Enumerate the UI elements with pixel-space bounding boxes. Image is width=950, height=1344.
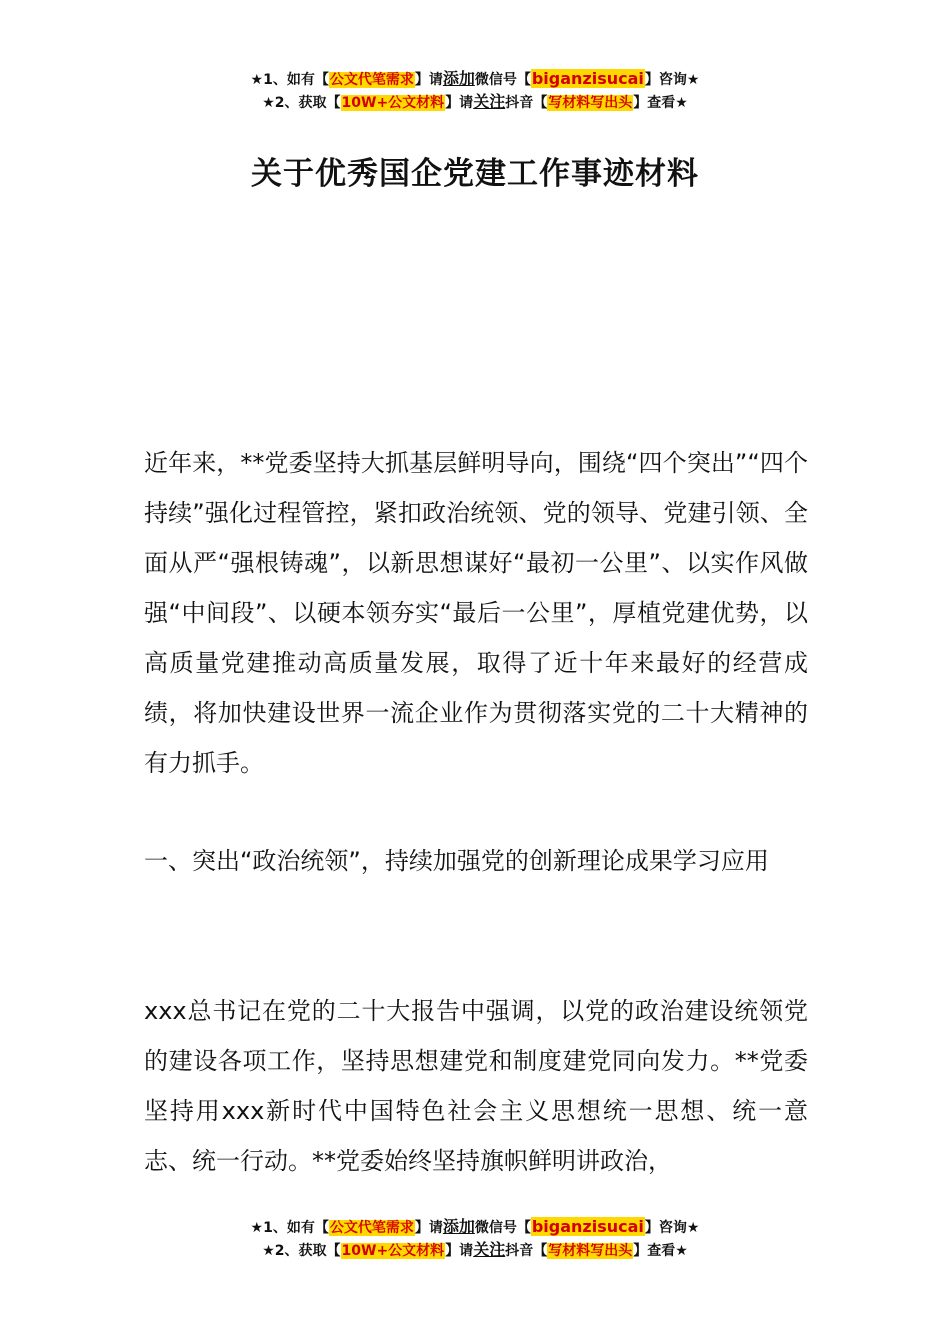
highlight-service: 公文代笔需求	[329, 72, 414, 88]
top-banner	[0, 68, 950, 114]
highlight-materials: 10W+公文材料	[341, 95, 445, 111]
document-title: 关于优秀国企党建工作事迹材料	[251, 156, 699, 192]
section-heading-1: 一、突出“政治统领”，持续加强党的创新理论成果学习应用	[144, 847, 769, 875]
highlight-douyin: 写材料写出头	[548, 95, 633, 111]
banner-line-1-bottom: ★1、如有【公文代笔需求】请添加微信号【biganzisucai】咨询★	[250, 1217, 700, 1236]
banner-line-2-bottom: ★2、获取【10W+公文材料】请关注抖音【写材料写出头】查看★	[262, 1240, 688, 1259]
paragraph-section-1: xxx总书记在党的二十大报告中强调，以党的政治建设统领党的建设各项工作，坚持思想建党和制度建党同向发力。**党委坚持用xxx新时代中国特色社会主义思想统一思想、统一意志、统一行动。**党委始终坚持旗帜鲜明讲政治，	[144, 997, 808, 1175]
bottom-banner	[0, 1216, 950, 1262]
banner-line-2: ★2、获取【10W+公文材料】请关注抖音【写材料写出头】查看★	[262, 92, 688, 111]
banner-line-1: ★1、如有【公文代笔需求】请添加微信号【biganzisucai】咨询★	[250, 69, 700, 88]
paragraph-intro: 近年来，**党委坚持大抓基层鲜明导向，围绕“四个突出”“四个持续”强化过程管控，紧扣政治统领、党的领导、党建引领、全面从严“强根铸魂”，以新思想谋好“最初一公里”、以实作风做强“中间段”、以硬本领夯实“最后一公里”，厚植党建优势，以高质量党建推动高质量发展，取得了近十年来最好的经营成绩，将加快建设世界一流企业作为贯彻落实党的二十大精神的有力抓手。	[144, 449, 808, 777]
highlight-wechat-id: biganzisucai	[531, 69, 644, 88]
